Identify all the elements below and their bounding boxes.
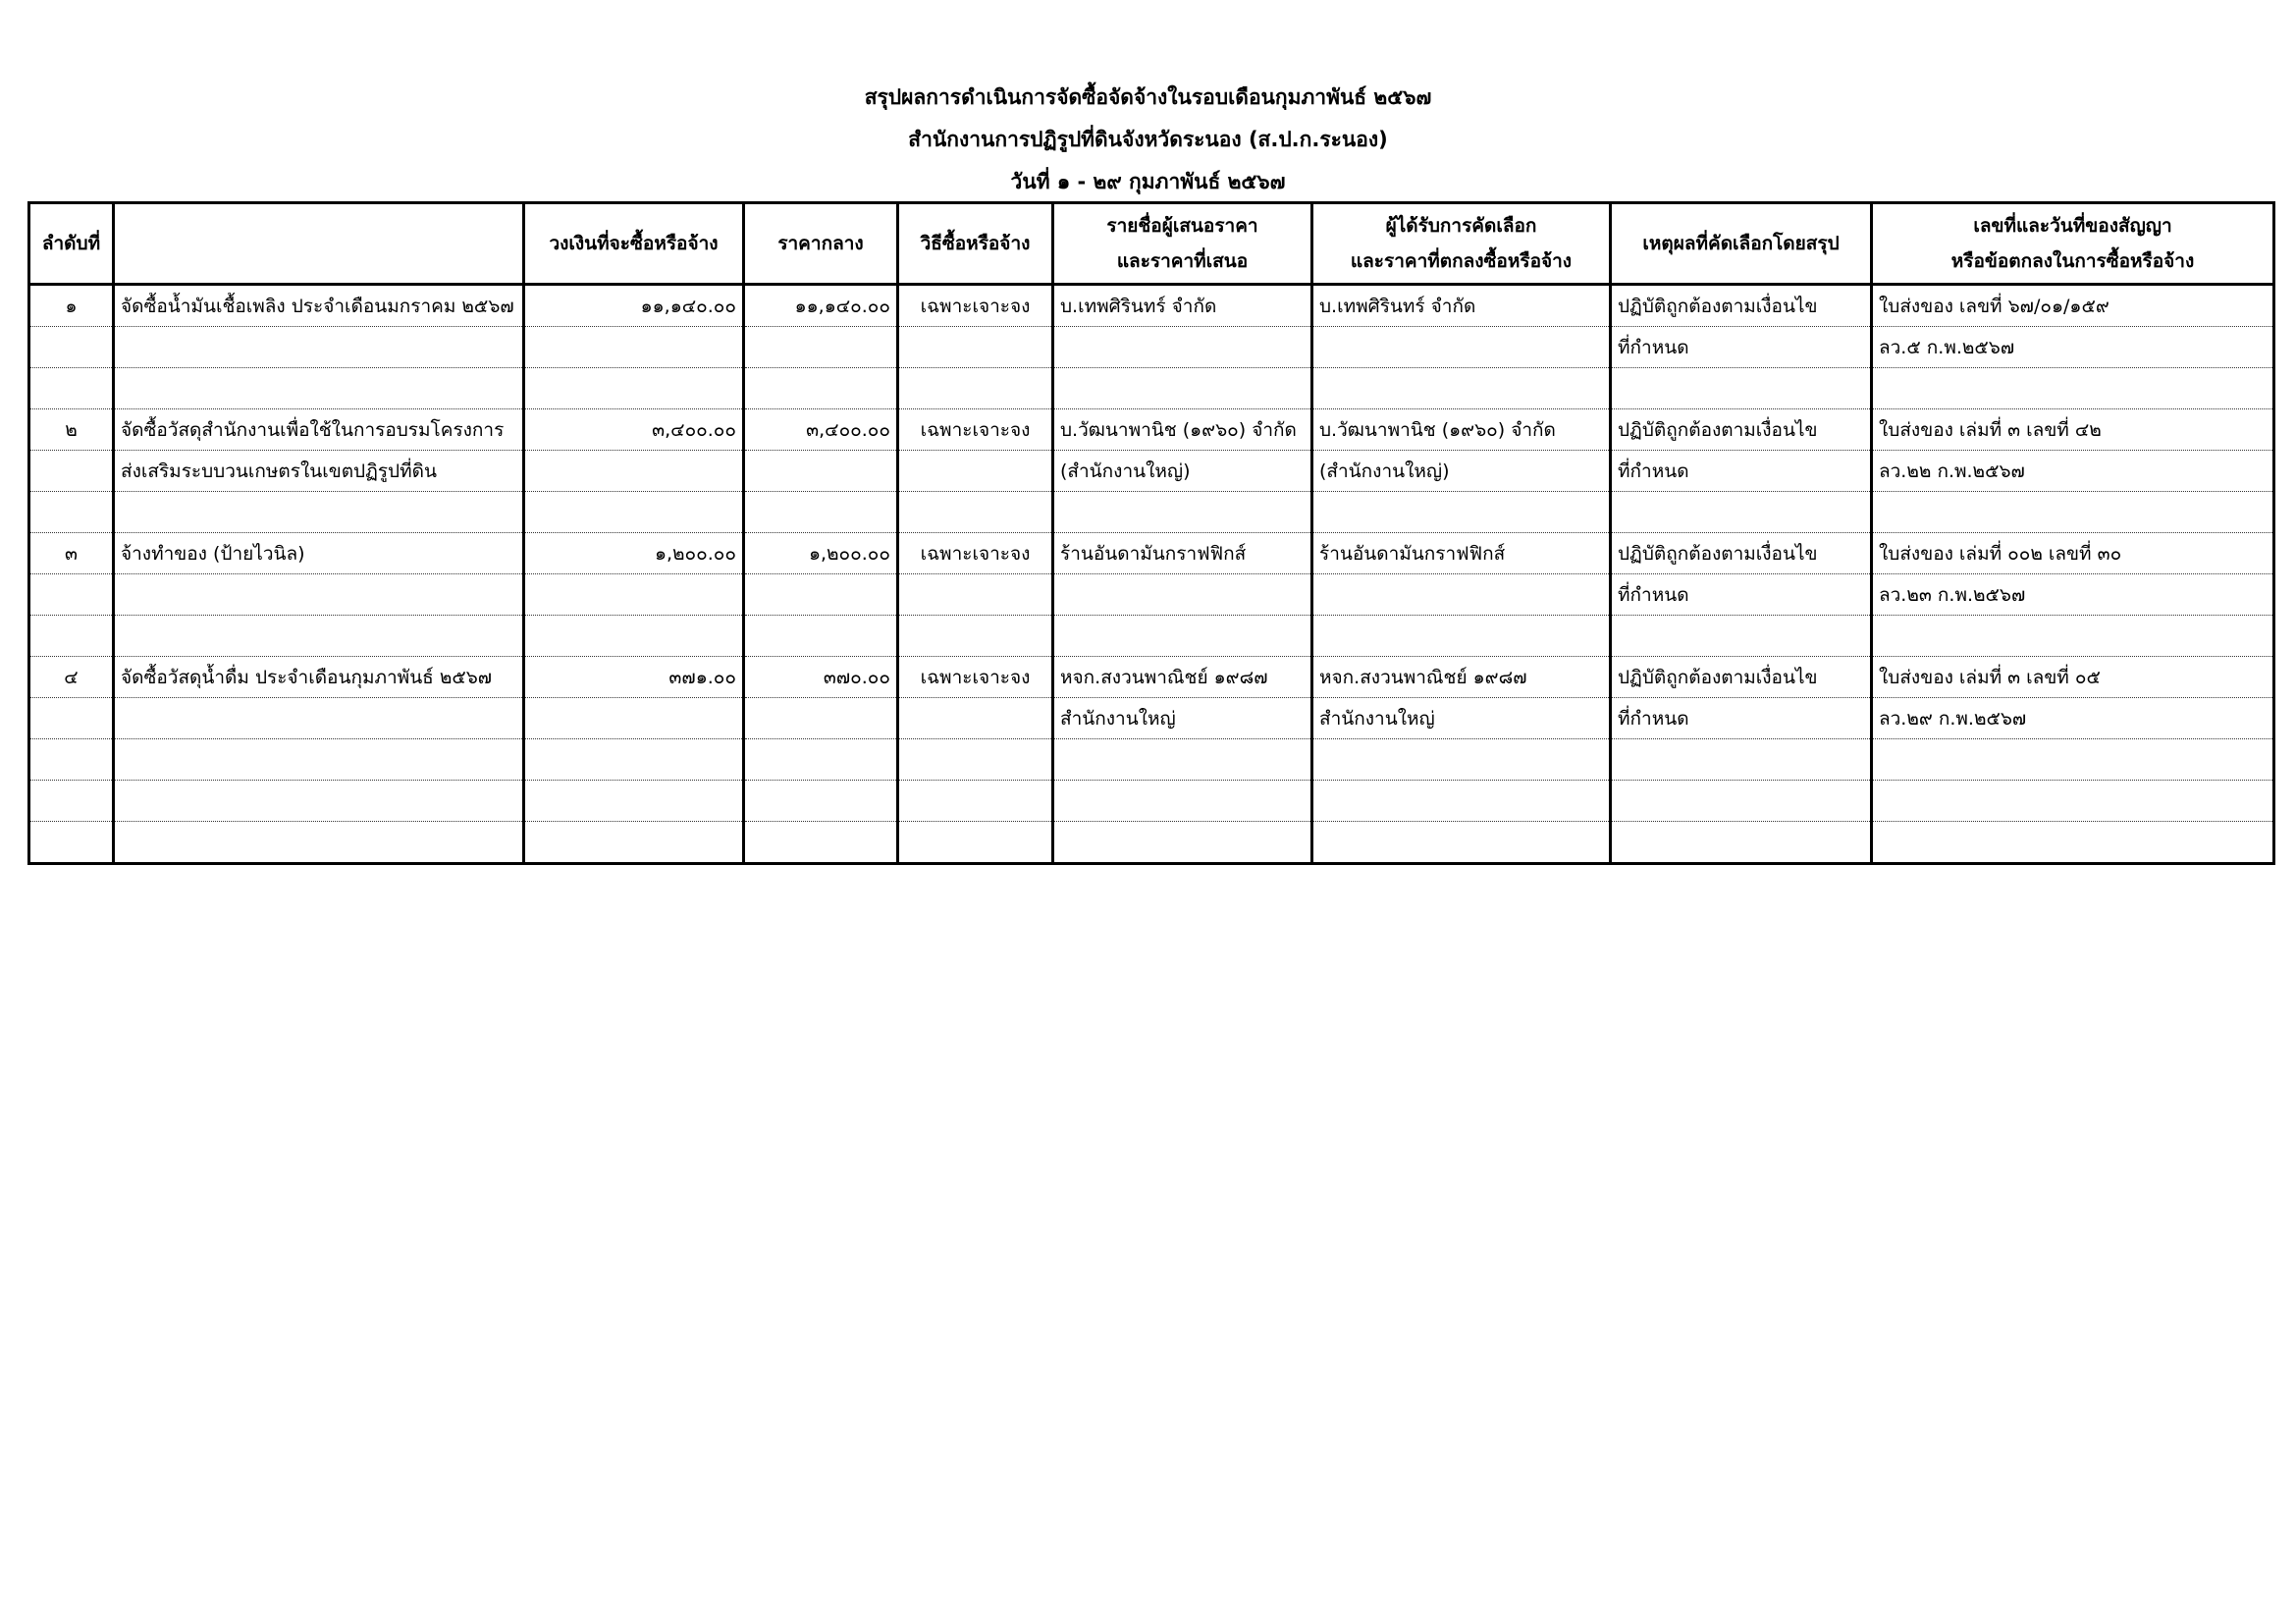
header-work <box>114 203 524 285</box>
table-row <box>29 739 2274 781</box>
header-budget: วงเงินที่จะซื้อหรือจ้าง <box>524 203 744 285</box>
cell-method: เฉพาะเจาะจง <box>898 533 1053 574</box>
table-row <box>29 698 2274 739</box>
cell-no <box>29 451 114 492</box>
cell-median-price <box>744 574 898 616</box>
cell-work <box>114 327 524 368</box>
cell-budget <box>524 616 744 657</box>
procurement-table <box>27 201 2275 865</box>
cell-no <box>29 781 114 822</box>
cell-median-price <box>744 739 898 781</box>
cell-bidder <box>1053 368 1312 409</box>
cell-work: จัดซื้อน้ำมันเชื้อเพลิง ประจำเดือนมกราคม ๒๕๖๗ <box>114 285 524 327</box>
cell-method <box>898 368 1053 409</box>
cell-budget <box>524 739 744 781</box>
cell-method <box>898 327 1053 368</box>
cell-no <box>29 327 114 368</box>
cell-median-price: ๓,๔๐๐.๐๐ <box>744 409 898 451</box>
cell-reason: ปฏิบัติถูกต้องตามเงื่อนไข <box>1611 657 1872 698</box>
cell-median-price <box>744 822 898 864</box>
table-body <box>29 285 2274 864</box>
cell-winner: บ.เทพศิรินทร์ จำกัด <box>1312 285 1611 327</box>
cell-budget: ๑๑,๑๔๐.๐๐ <box>524 285 744 327</box>
cell-no: ๔ <box>29 657 114 698</box>
cell-method <box>898 492 1053 533</box>
cell-work <box>114 822 524 864</box>
cell-median-price: ๓๗๐.๐๐ <box>744 657 898 698</box>
cell-winner <box>1312 327 1611 368</box>
cell-method <box>898 698 1053 739</box>
cell-winner: ร้านอันดามันกราฟฟิกส์ <box>1312 533 1611 574</box>
cell-method <box>898 739 1053 781</box>
cell-budget <box>524 698 744 739</box>
cell-no <box>29 368 114 409</box>
cell-median-price <box>744 616 898 657</box>
header-winner-line2: และราคาที่ตกลงซื้อหรือจ้าง <box>1350 250 1573 272</box>
cell-reason <box>1611 781 1872 822</box>
cell-work: ส่งเสริมระบบวนเกษตรในเขตปฏิรูปที่ดิน <box>114 451 524 492</box>
cell-contract <box>1872 781 2274 822</box>
cell-bidder: หจก.สงวนพาณิชย์ ๑๙๘๗ <box>1053 657 1312 698</box>
table-row <box>29 368 2274 409</box>
cell-bidder: (สำนักงานใหญ่) <box>1053 451 1312 492</box>
cell-budget <box>524 492 744 533</box>
cell-contract: ใบส่งของ เล่มที่ ๓ เลขที่ ๔๒ <box>1872 409 2274 451</box>
cell-work: จัดซื้อวัสดุน้ำดื่ม ประจำเดือนกุมภาพันธ์ ๒๕๖๗ <box>114 657 524 698</box>
table-row <box>29 616 2274 657</box>
cell-winner <box>1312 781 1611 822</box>
header-winner <box>1312 203 1611 285</box>
cell-budget <box>524 822 744 864</box>
header-method: วิธีซื้อหรือจ้าง <box>898 203 1053 285</box>
cell-method <box>898 822 1053 864</box>
cell-bidder: ร้านอันดามันกราฟฟิกส์ <box>1053 533 1312 574</box>
cell-contract <box>1872 492 2274 533</box>
cell-reason: ปฏิบัติถูกต้องตามเงื่อนไข <box>1611 285 1872 327</box>
cell-budget: ๓,๔๐๐.๐๐ <box>524 409 744 451</box>
date-range: วันที่ ๑ - ๒๙ กุมภาพันธ์ ๒๕๖๗ <box>1010 170 1286 193</box>
cell-contract: ใบส่งของ เล่มที่ ๓ เลขที่ ๐๕ <box>1872 657 2274 698</box>
cell-reason <box>1611 492 1872 533</box>
cell-median-price <box>744 698 898 739</box>
cell-contract: ลว.๒๓ ก.พ.๒๕๖๗ <box>1872 574 2274 616</box>
header-reason: เหตุผลที่คัดเลือกโดยสรุป <box>1611 203 1872 285</box>
table-row <box>29 822 2274 864</box>
cell-median-price <box>744 781 898 822</box>
header-bidders-line2: และราคาที่เสนอ <box>1116 250 1249 272</box>
cell-method <box>898 781 1053 822</box>
cell-contract <box>1872 368 2274 409</box>
agency-name: สำนักงานการปฏิรูปที่ดินจังหวัดระนอง (ส.ป.ก.ระนอง) <box>908 128 1388 151</box>
table-row <box>29 492 2274 533</box>
cell-bidder <box>1053 739 1312 781</box>
cell-method: เฉพาะเจาะจง <box>898 657 1053 698</box>
cell-method: เฉพาะเจาะจง <box>898 285 1053 327</box>
cell-contract <box>1872 616 2274 657</box>
cell-no: ๑ <box>29 285 114 327</box>
cell-no <box>29 574 114 616</box>
cell-winner <box>1312 822 1611 864</box>
cell-contract <box>1872 739 2274 781</box>
table-row <box>29 285 2274 327</box>
cell-work <box>114 616 524 657</box>
table-row <box>29 409 2274 451</box>
cell-budget <box>524 781 744 822</box>
cell-median-price <box>744 327 898 368</box>
cell-reason: ปฏิบัติถูกต้องตามเงื่อนไข <box>1611 533 1872 574</box>
cell-bidder: บ.เทพศิรินทร์ จำกัด <box>1053 285 1312 327</box>
header-no: ลำดับที่ <box>29 203 114 285</box>
header-row <box>29 203 2274 285</box>
cell-no <box>29 698 114 739</box>
cell-bidder <box>1053 822 1312 864</box>
cell-bidder <box>1053 327 1312 368</box>
cell-no <box>29 616 114 657</box>
cell-reason <box>1611 616 1872 657</box>
cell-median-price <box>744 492 898 533</box>
header-contract-line2: หรือข้อตกลงในการซื้อหรือจ้าง <box>1950 250 2195 272</box>
cell-bidder: สำนักงานใหญ่ <box>1053 698 1312 739</box>
cell-bidder <box>1053 492 1312 533</box>
cell-work <box>114 492 524 533</box>
cell-reason <box>1611 739 1872 781</box>
cell-contract: ลว.๒๙ ก.พ.๒๕๖๗ <box>1872 698 2274 739</box>
cell-method: เฉพาะเจาะจง <box>898 409 1053 451</box>
document-title: สรุปผลการดำเนินการจัดซื้อจัดจ้างในรอบเดือนกุมภาพันธ์ ๒๕๖๗ <box>864 85 1432 109</box>
cell-work <box>114 781 524 822</box>
header-bidders-line1: รายชื่อผู้เสนอราคา <box>1106 215 1258 237</box>
header-contract-line1: เลขที่และวันที่ของสัญญา <box>1973 215 2172 237</box>
cell-bidder <box>1053 616 1312 657</box>
cell-winner: หจก.สงวนพาณิชย์ ๑๙๘๗ <box>1312 657 1611 698</box>
cell-winner <box>1312 739 1611 781</box>
cell-work: จ้างทำของ (ป้ายไวนิล) <box>114 533 524 574</box>
cell-contract: ลว.๒๒ ก.พ.๒๕๖๗ <box>1872 451 2274 492</box>
cell-budget <box>524 368 744 409</box>
cell-no: ๓ <box>29 533 114 574</box>
cell-median-price: ๑,๒๐๐.๐๐ <box>744 533 898 574</box>
cell-budget: ๓๗๑.๐๐ <box>524 657 744 698</box>
cell-contract: ใบส่งของ เล่มที่ ๐๐๒ เลขที่ ๓๐ <box>1872 533 2274 574</box>
header-winner-line1: ผู้ได้รับการคัดเลือก <box>1385 215 1537 237</box>
cell-work: จัดซื้อวัสดุสำนักงานเพื่อใช้ในการอบรมโครงการ <box>114 409 524 451</box>
header-median-price: ราคากลาง <box>744 203 898 285</box>
cell-winner: บ.วัฒนาพานิช (๑๙๖๐) จำกัด <box>1312 409 1611 451</box>
cell-method <box>898 616 1053 657</box>
cell-no: ๒ <box>29 409 114 451</box>
cell-work <box>114 574 524 616</box>
document-header <box>0 77 2296 203</box>
cell-no <box>29 492 114 533</box>
cell-method <box>898 451 1053 492</box>
cell-work <box>114 368 524 409</box>
cell-winner: (สำนักงานใหญ่) <box>1312 451 1611 492</box>
table-row <box>29 657 2274 698</box>
cell-no <box>29 739 114 781</box>
cell-winner <box>1312 368 1611 409</box>
cell-bidder <box>1053 574 1312 616</box>
cell-reason <box>1611 822 1872 864</box>
cell-median-price <box>744 451 898 492</box>
cell-winner: สำนักงานใหญ่ <box>1312 698 1611 739</box>
cell-bidder <box>1053 781 1312 822</box>
cell-contract: ลว.๕ ก.พ.๒๕๖๗ <box>1872 327 2274 368</box>
cell-contract <box>1872 822 2274 864</box>
cell-winner <box>1312 616 1611 657</box>
table-row <box>29 574 2274 616</box>
cell-median-price: ๑๑,๑๔๐.๐๐ <box>744 285 898 327</box>
cell-reason: ที่กำหนด <box>1611 574 1872 616</box>
table-row <box>29 533 2274 574</box>
cell-work <box>114 698 524 739</box>
table-row <box>29 781 2274 822</box>
table-row <box>29 327 2274 368</box>
cell-contract: ใบส่งของ เลขที่ ๖๗/๐๑/๑๕๙ <box>1872 285 2274 327</box>
cell-reason: ที่กำหนด <box>1611 451 1872 492</box>
header-bidders <box>1053 203 1312 285</box>
header-contract <box>1872 203 2274 285</box>
cell-reason: ที่กำหนด <box>1611 698 1872 739</box>
cell-budget <box>524 451 744 492</box>
cell-budget <box>524 574 744 616</box>
cell-budget: ๑,๒๐๐.๐๐ <box>524 533 744 574</box>
cell-winner <box>1312 574 1611 616</box>
cell-budget <box>524 327 744 368</box>
cell-median-price <box>744 368 898 409</box>
cell-reason: ปฏิบัติถูกต้องตามเงื่อนไข <box>1611 409 1872 451</box>
table-row <box>29 451 2274 492</box>
cell-work <box>114 739 524 781</box>
cell-winner <box>1312 492 1611 533</box>
cell-reason: ที่กำหนด <box>1611 327 1872 368</box>
cell-reason <box>1611 368 1872 409</box>
cell-method <box>898 574 1053 616</box>
cell-bidder: บ.วัฒนาพานิช (๑๙๖๐) จำกัด <box>1053 409 1312 451</box>
cell-no <box>29 822 114 864</box>
